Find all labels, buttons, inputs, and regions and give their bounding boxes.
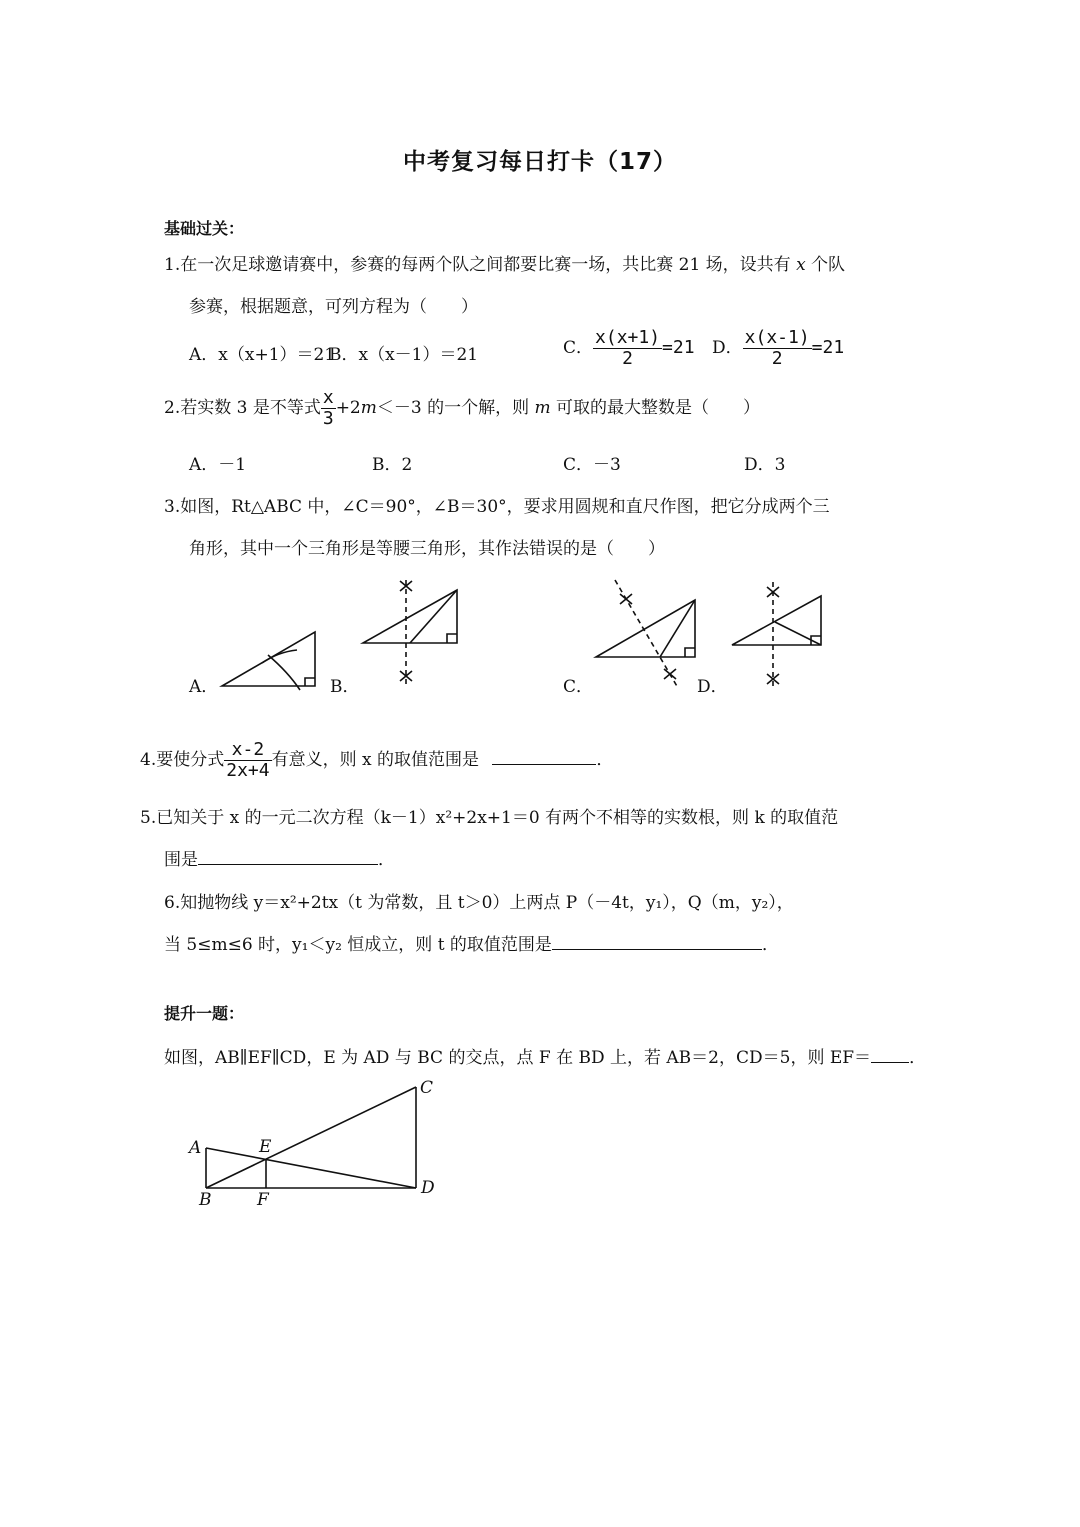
q7-label-c: C: [420, 1078, 434, 1098]
q1-option-c-denominator: 2: [622, 348, 633, 369]
q1-line1-b: 个队: [805, 255, 846, 275]
q7-label-a: A: [189, 1138, 202, 1158]
q3-line1: 3.如图，Rt△ABC 中，∠C＝90°，∠B＝30°，要求用圆规和直尺作图，把它分成两个三: [164, 497, 830, 517]
q2-option-c[interactable]: C．－3: [563, 455, 621, 475]
q6-line2-text: 当 5≤m≤6 时，y₁＜y₂ 恒成立，则 t 的取值范围是: [164, 935, 552, 955]
q2-option-b[interactable]: B．2: [372, 455, 413, 475]
q4-suffix: 有意义，则 x 的取值范围是: [271, 750, 479, 770]
q2-fraction-numerator: x: [322, 387, 334, 408]
q4-fraction-numerator: x-2: [224, 740, 271, 761]
q2-var-m2: m: [534, 398, 551, 418]
q1-line1-a: 1.在一次足球邀请赛中，参赛的每两个队之间都要比赛一场，共比赛 21 场，设共有: [164, 255, 797, 275]
q5-end: ．: [378, 850, 395, 870]
q4-end: ．: [596, 750, 614, 770]
q2-var-m: m: [360, 398, 377, 418]
q7-figure[interactable]: [206, 1087, 416, 1188]
q7-text: 如图，AB∥EF∥CD，E 为 AD 与 BC 的交点，点 F 在 BD 上，若 AB＝2，CD＝5，则 EF＝: [164, 1048, 872, 1068]
q1-line2: 参赛，根据题意，可列方程为（ ）: [189, 297, 478, 317]
q7-label-d: D: [421, 1178, 435, 1198]
q3-option-b[interactable]: B．: [330, 677, 360, 697]
q6-answer-blank[interactable]: [552, 933, 762, 950]
q1-var-x: x: [796, 255, 806, 275]
q1-option-d-denominator: 2: [771, 348, 783, 369]
q2-suffix-b: ＜－3 的一个解，则: [376, 398, 535, 418]
q1-option-c-label: C．: [563, 338, 594, 358]
q5-line2: [164, 845, 395, 870]
page-title: 中考复习每日打卡（17）: [402, 149, 677, 175]
q1-option-b[interactable]: B．x（x－1）＝21: [329, 345, 479, 365]
q6-line2: [164, 930, 779, 955]
q7-stem: [164, 1043, 926, 1068]
section-basic-heading: 基础过关：: [164, 219, 245, 238]
section-advanced-heading: 提升一题：: [164, 1004, 245, 1023]
q4-fraction-denominator: 2x+4: [226, 760, 270, 781]
q1-option-d-rhs: =21: [811, 337, 845, 358]
q7-answer-blank[interactable]: [871, 1046, 909, 1063]
q3-option-d[interactable]: D．: [697, 677, 728, 697]
q4-fraction: [224, 740, 271, 781]
q4-prefix: 4.要使分式: [140, 750, 225, 770]
q1-option-c-rhs: =21: [662, 337, 695, 358]
q2-suffix-c: 可取的最大整数是（ ）: [550, 398, 761, 418]
q2-suffix-a: +2: [335, 398, 361, 418]
q1-option-c-numerator: x(x+1): [595, 327, 661, 348]
q6-line1: 6.知抛物线 y＝x²+2tx（t 为常数，且 t＞0）上两点 P（－4t，y₁），Q（m，y₂），: [164, 893, 794, 913]
q7-end: ．: [909, 1048, 927, 1068]
q5-answer-blank[interactable]: [198, 848, 378, 865]
q1-option-d-label: D．: [712, 338, 743, 358]
q3-figure-c[interactable]: [596, 580, 695, 688]
q1-option-a[interactable]: A．x（x+1）＝21: [189, 345, 336, 365]
q3-option-c[interactable]: C．: [563, 677, 594, 697]
q2-fraction-denominator: 3: [322, 408, 334, 429]
q5-line1: 5.已知关于 x 的一元二次方程（k－1）x²+2x+1＝0 有两个不相等的实数根，则 k 的取值范: [140, 808, 839, 828]
q7-label-f: F: [257, 1190, 269, 1210]
q3-line2: 角形，其中一个三角形是等腰三角形，其作法错误的是（ ）: [189, 539, 665, 559]
q2-prefix: 2.若实数 3 是不等式: [164, 398, 321, 418]
q3-figure-b[interactable]: [363, 580, 457, 688]
q3-figure-a[interactable]: [222, 632, 315, 690]
q3-option-a[interactable]: A．: [189, 677, 219, 697]
q2-option-d[interactable]: D．3: [744, 455, 786, 475]
q7-label-b: B: [199, 1190, 212, 1210]
q4-stem: [140, 740, 613, 781]
q5-line2-text: 围是: [164, 850, 198, 870]
q2-option-a[interactable]: A．－1: [189, 455, 247, 475]
q1-option-d-numerator: x(x-1): [744, 327, 810, 348]
q3-figure-d[interactable]: [732, 582, 821, 688]
q4-answer-blank[interactable]: [492, 748, 596, 765]
q6-end: ．: [761, 935, 779, 955]
q7-label-e: E: [259, 1137, 272, 1157]
